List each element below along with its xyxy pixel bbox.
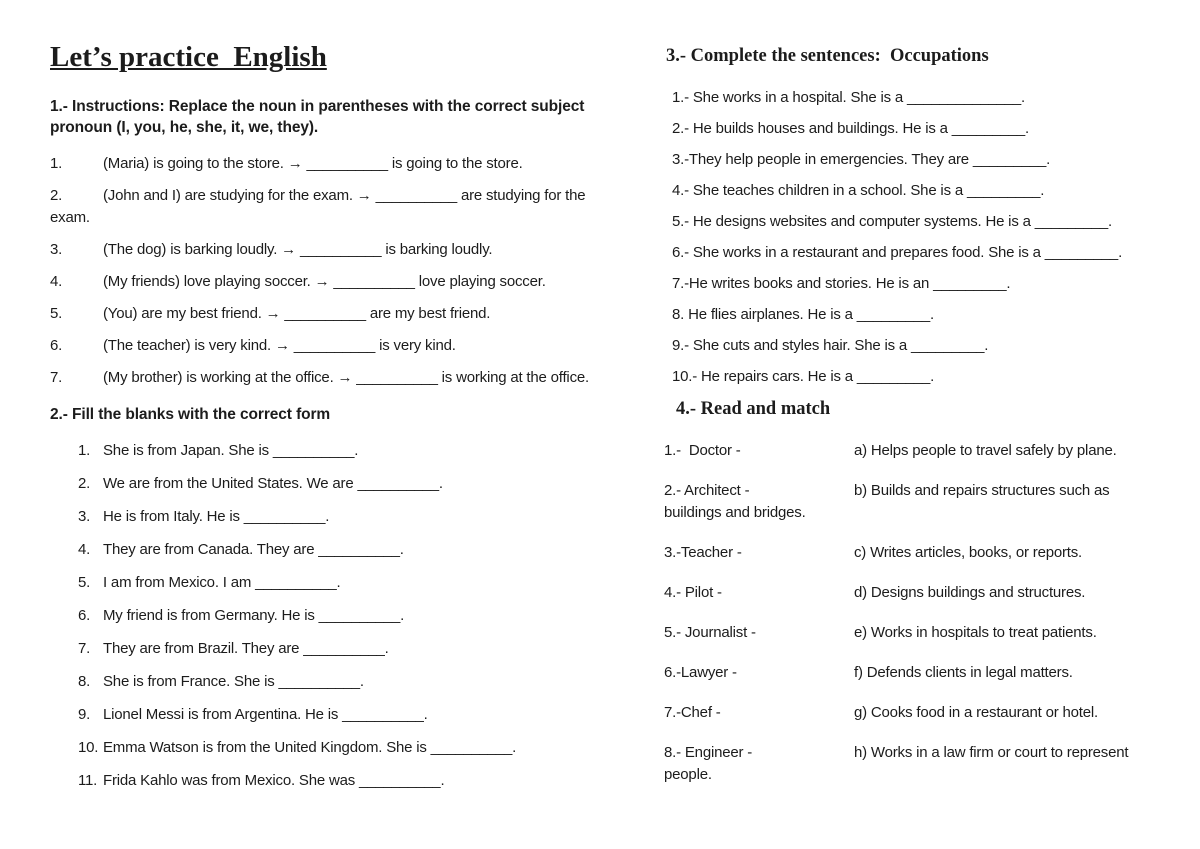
section2-item — [78, 671, 600, 693]
match-term: 1.- Doctor - — [664, 442, 741, 459]
section1-item — [50, 303, 600, 325]
item-text: (Maria) is going to the store. → __________ is going to the store. — [103, 154, 523, 172]
match-definition: f) Defends clients in legal matters. — [854, 664, 1073, 681]
item-text: 4.- She teaches children in a school. She is a _________. — [672, 182, 1045, 199]
section1-item — [50, 153, 600, 175]
match-row — [664, 582, 1160, 604]
match-definition: g) Cooks food in a restaurant or hotel. — [854, 704, 1099, 721]
item-text: They are from Brazil. They are __________. — [103, 640, 389, 658]
section2-item — [78, 572, 600, 594]
section2-heading: 2.- Fill the blanks with the correct form — [50, 405, 331, 423]
match-definition: c) Writes articles, books, or reports. — [854, 544, 1083, 561]
section3-item — [672, 180, 1160, 202]
item-text: She is from Japan. She is __________. — [103, 442, 359, 460]
left-column — [50, 42, 600, 849]
section4-match-list — [660, 440, 1160, 786]
section2-item — [78, 704, 600, 726]
match-term: 4.- Pilot - — [664, 584, 722, 601]
item-number: 3. — [50, 240, 63, 258]
item-text: Frida Kahlo was from Mexico. She was __________. — [103, 772, 445, 790]
section1-item — [50, 271, 600, 293]
section2-list — [50, 440, 600, 792]
section2-item — [78, 638, 600, 660]
section2-item — [78, 440, 600, 462]
section3-item — [672, 118, 1160, 140]
item-text: Lionel Messi is from Argentina. He is __________. — [103, 706, 428, 724]
section2-item — [78, 539, 600, 561]
match-row — [664, 662, 1160, 684]
section3-item — [672, 242, 1160, 264]
item-number: 2. — [78, 475, 91, 493]
item-text: 1.- She works in a hospital. She is a ______________. — [672, 89, 1025, 106]
item-number: 6. — [50, 336, 63, 354]
section2-item — [78, 605, 600, 627]
match-term: 5.- Journalist - — [664, 624, 756, 641]
match-term: 6.-Lawyer - — [664, 664, 737, 681]
match-definition: d) Designs buildings and structures. — [854, 584, 1086, 601]
section4-heading: 4.- Read and match — [676, 399, 831, 419]
match-definition: h) Works in a law firm or court to represent people. — [664, 744, 1129, 783]
item-text: (The teacher) is very kind. → __________ is very kind. — [103, 336, 456, 354]
item-text: He is from Italy. He is __________. — [103, 508, 330, 526]
match-row — [664, 742, 1160, 786]
match-definition: b) Builds and repairs structures such as buildings and bridges. — [664, 482, 1110, 521]
item-text: We are from the United States. We are __________. — [103, 475, 443, 493]
item-text: My friend is from Germany. He is __________. — [103, 607, 405, 625]
section2-item — [78, 770, 600, 792]
match-term: 3.-Teacher - — [664, 544, 742, 561]
match-row — [664, 702, 1160, 724]
item-text: 9.- She cuts and styles hair. She is a _________. — [672, 337, 989, 354]
item-number: 4. — [78, 541, 91, 559]
item-text: 10.- He repairs cars. He is a _________. — [672, 368, 935, 385]
section1-item — [50, 239, 600, 261]
item-text: (My brother) is working at the office. → __________ is working at the office. — [103, 368, 589, 386]
section3-list — [660, 87, 1160, 388]
section3-item — [672, 366, 1160, 388]
item-number: 6. — [78, 607, 91, 625]
section3-item — [672, 149, 1160, 171]
item-number: 7. — [50, 368, 63, 386]
section1-list — [50, 153, 600, 389]
item-text: 6.- She works in a restaurant and prepares food. She is a _________. — [672, 244, 1123, 261]
section2-item — [78, 737, 600, 759]
section2-item — [78, 473, 600, 495]
item-number: 1. — [50, 154, 63, 172]
item-text: 7.-He writes books and stories. He is an _________. — [672, 275, 1011, 292]
item-number: 5. — [78, 574, 91, 592]
item-text: Emma Watson is from the United Kingdom. She is __________. — [103, 739, 517, 757]
item-number: 3. — [78, 508, 91, 526]
match-row — [664, 622, 1160, 644]
section3-item — [672, 335, 1160, 357]
section3-heading: 3.- Complete the sentences: Occupations — [666, 46, 989, 66]
item-number: 4. — [50, 272, 63, 290]
section2-item — [78, 506, 600, 528]
match-term: 8.- Engineer - — [664, 744, 753, 761]
item-text: (My friends) love playing soccer. → __________ love playing soccer. — [103, 272, 546, 290]
item-number: 2. — [50, 186, 63, 204]
item-text: I am from Mexico. I am __________. — [103, 574, 341, 592]
page-title: Let’s practice English — [50, 41, 327, 73]
item-text: 8. He flies airplanes. He is a _________. — [672, 306, 934, 323]
section1-item — [50, 367, 600, 389]
section1-item — [50, 185, 600, 229]
match-row — [664, 480, 1160, 524]
section3-item — [672, 273, 1160, 295]
section3-item — [672, 211, 1160, 233]
section1-item — [50, 335, 600, 357]
item-text: 3.-They help people in emergencies. They are _________. — [672, 151, 1051, 168]
item-number: 5. — [50, 304, 63, 322]
item-text: They are from Canada. They are __________. — [103, 541, 404, 559]
item-number: 10. — [78, 739, 99, 757]
match-definition: a) Helps people to travel safely by plane. — [854, 442, 1117, 459]
item-number: 9. — [78, 706, 91, 724]
section3-item — [672, 304, 1160, 326]
match-definition: e) Works in hospitals to treat patients. — [854, 624, 1097, 641]
item-text: (You) are my best friend. → __________ are my best friend. — [103, 304, 491, 322]
item-number: 1. — [78, 442, 91, 460]
section3-item — [672, 87, 1160, 109]
item-text: (The dog) is barking loudly. → __________ is barking loudly. — [103, 240, 493, 258]
item-text: 5.- He designs websites and computer systems. He is a _________. — [672, 213, 1112, 230]
match-row — [664, 542, 1160, 564]
item-number: 11. — [78, 772, 98, 790]
item-text: She is from France. She is __________. — [103, 673, 364, 691]
item-text: 2.- He builds houses and buildings. He is a _________. — [672, 120, 1029, 137]
section1-heading: 1.- Instructions: Replace the noun in parentheses with the correct subject pronoun (I, you, he, she, it, we, they). — [50, 97, 585, 137]
right-column — [660, 42, 1160, 849]
item-number: 8. — [78, 673, 91, 691]
item-text: (John and I) are studying for the exam. → __________ are studying for the exam. — [50, 186, 586, 226]
item-number: 7. — [78, 640, 91, 658]
match-term: 7.-Chef - — [664, 704, 721, 721]
match-term: 2.- Architect - — [664, 482, 750, 499]
match-row — [664, 440, 1160, 462]
